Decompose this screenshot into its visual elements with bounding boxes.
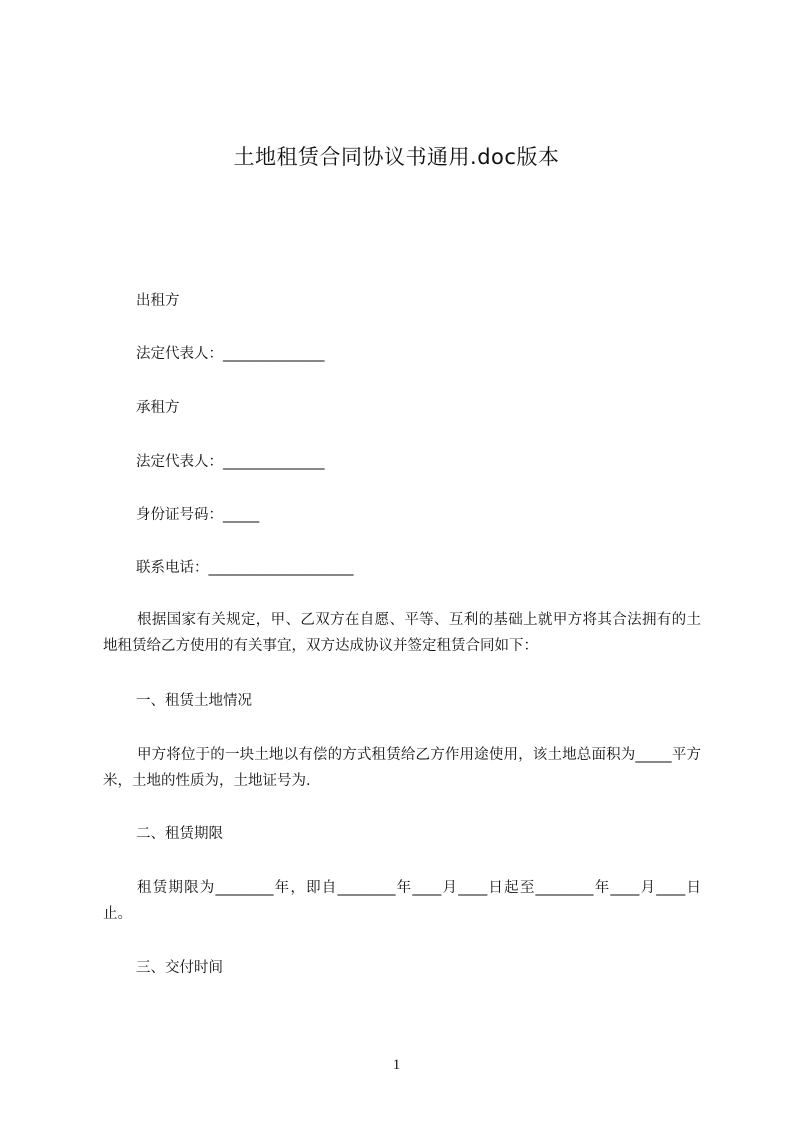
section-3-heading: 三、交付时间 (136, 960, 223, 976)
document-title: 土地租赁合同协议书通用.doc版本 (233, 145, 560, 169)
section-1-body: 甲方将位于的一块土地以有偿的方式租赁给乙方作用途使用，该土地总面积为_____平方米，土地的性质为，土地证号为. (103, 747, 701, 789)
phone-field: 联系电话：____________________ (136, 560, 354, 576)
lessor-representative-field: 法定代表人：______________ (136, 346, 325, 362)
section-1-heading: 一、租赁土地情况 (136, 693, 252, 709)
page-number: 1 (392, 1057, 401, 1073)
id-number-field: 身份证号码：_____ (136, 507, 260, 523)
lessor-label: 出租方 (136, 293, 180, 309)
lessee-label: 承租方 (136, 400, 180, 416)
intro-paragraph: 根据国家有关规定，甲、乙双方在自愿、平等、互利的基础上就甲方将其合法拥有的土地租赁给乙方使用的有关事宜，双方达成协议并签定租赁合同如下： (103, 612, 701, 654)
section-2-body: 租赁期限为________年，即自________年____月____日起至________年____月____日止。 (103, 880, 701, 922)
lessee-representative-field: 法定代表人：______________ (136, 454, 325, 470)
section-2-heading: 二、租赁期限 (136, 826, 223, 842)
